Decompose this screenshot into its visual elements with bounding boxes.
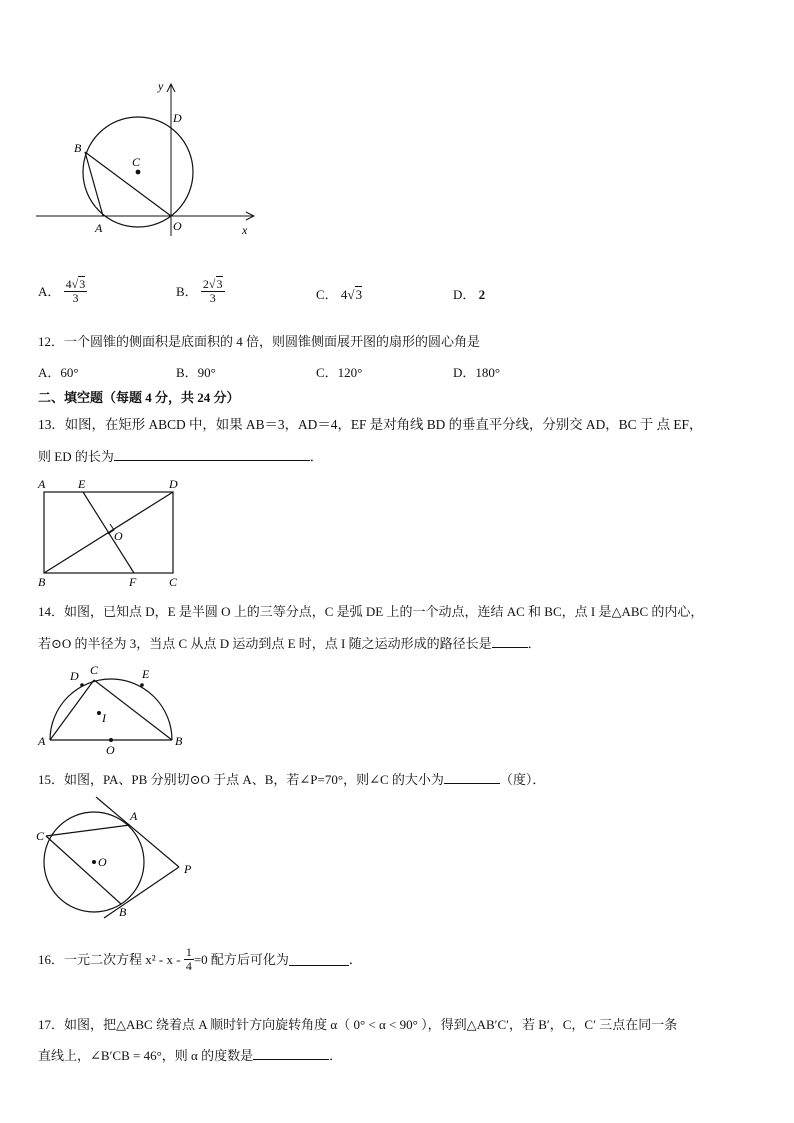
point-d — [80, 683, 84, 687]
segment-bo — [85, 152, 171, 216]
q13-stem-line1: 13．如图，在矩形 ABCD 中，如果 AB＝3，AD＝4，EF 是对角线 BD 的垂直平分线，分别交 AD，BC 于 点 EF， — [38, 417, 703, 432]
q17-stem-line1: 17．如图，把△ABC 绕着点 A 顺时针方向旋转角度 α（ 0° < α < 90° ），得到△AB′C′，若 B′，C，C′ 三点在同一条 — [38, 1017, 678, 1032]
label-a: A — [38, 477, 46, 491]
label-b: B — [119, 905, 127, 919]
q12-stem: 12．一个圆锥的侧面积是底面积的 4 倍，则圆锥侧面展开图的扇形的圆心角是 — [38, 334, 481, 349]
label-a: A — [38, 734, 46, 748]
coef: 4 — [340, 287, 348, 302]
radicand: 3 — [79, 277, 86, 291]
semicircle-o — [50, 679, 172, 740]
label-e: E — [142, 667, 150, 681]
q11-figure — [36, 78, 260, 238]
fraction — [201, 278, 225, 305]
segment-ac — [50, 680, 94, 740]
q12-option-a: A．60° — [38, 365, 79, 380]
q15-answer-blank[interactable] — [444, 772, 500, 784]
q17-suffix: ． — [329, 1048, 343, 1063]
label-c: C — [90, 663, 99, 677]
label-f: F — [129, 575, 137, 589]
sqrt-icon: √ — [71, 277, 79, 291]
option-letter: C． — [316, 287, 338, 302]
label-a: A — [130, 809, 138, 823]
q15-figure — [34, 792, 204, 922]
q12-option-b: B．90° — [176, 365, 216, 380]
q17-answer-blank[interactable] — [253, 1048, 329, 1060]
numerator-coef: 4 — [65, 277, 72, 291]
q14-stem-line2 — [38, 636, 541, 650]
label-o: O — [106, 743, 115, 756]
fraction-one-quarter — [184, 946, 194, 973]
q13-prefix: 则 ED 的长为 — [38, 449, 114, 464]
section-heading: 二、填空题（每题 4 分，共 24 分） — [38, 390, 240, 405]
option-value: 2 — [478, 287, 486, 302]
label-c: C — [169, 575, 178, 589]
label-d: D — [173, 111, 182, 125]
point-e — [140, 683, 144, 687]
q17-stem-continuation — [38, 1048, 342, 1062]
label-b: B — [74, 141, 82, 155]
sqrt-icon: √ — [208, 277, 216, 291]
label-e: E — [78, 477, 86, 491]
q13-answer-blank[interactable] — [114, 449, 310, 461]
q11-option-a — [38, 278, 87, 305]
point-i — [97, 711, 101, 715]
label-c: C — [132, 155, 141, 169]
tangent-pb — [104, 867, 179, 918]
label-b: B — [175, 734, 183, 748]
q16-prefix: 16．一元二次方程 x² - x - — [38, 952, 181, 968]
center-point-c — [136, 170, 141, 175]
chord-cb — [46, 836, 121, 904]
label-o: O — [114, 529, 123, 543]
segment-bc — [94, 680, 172, 740]
q15-prefix: 15．如图，PA、PB 分别切⊙O 于点 A、B，若∠P=70°，则∠C 的大小为 — [38, 772, 444, 787]
tangent-pa — [96, 797, 179, 867]
label-d: D — [70, 669, 79, 683]
segment-ba — [85, 152, 103, 216]
q14-answer-blank[interactable] — [492, 636, 528, 648]
q16-stem — [38, 946, 362, 973]
q16-suffix: =0 配方后可化为 — [193, 952, 289, 968]
label-x: x — [242, 223, 248, 237]
q11-option-d — [453, 288, 485, 301]
option-letter: D． — [453, 287, 476, 302]
radicand: 3 — [216, 277, 223, 291]
numerator: 1 — [185, 945, 192, 959]
denominator: 4 — [185, 959, 192, 974]
segment-ef — [83, 492, 134, 573]
denominator: 3 — [72, 291, 79, 306]
label-o: O — [98, 855, 107, 869]
q14-stem-line1: 14．如图，已知点 D，E 是半圆 O 上的三等分点，C 是弧 DE 上的一个动点，连结 AC 和 BC，点 I 是△ABC 的内心， — [38, 604, 704, 619]
label-c: C — [36, 829, 45, 843]
q17-prefix: 直线上，∠B′CB = 46°，则 α 的度数是 — [38, 1048, 254, 1063]
q11-option-b — [176, 278, 225, 305]
q13-stem-line2 — [38, 449, 323, 463]
q13-suffix: ． — [309, 449, 323, 464]
q16-answer-blank[interactable] — [289, 954, 349, 966]
label-i: I — [102, 711, 106, 725]
sqrt-icon: √ — [347, 287, 355, 302]
q16-end: ． — [348, 952, 362, 968]
q14-text: 若⊙O 的半径为 3，当点 C 从点 D 运动到点 E 时，点 I 随之运动形成的路径长是 — [38, 636, 492, 651]
label-y: y — [158, 79, 164, 93]
fraction — [64, 278, 88, 305]
option-letter: A． — [38, 284, 61, 300]
label-a: A — [95, 221, 103, 235]
q13-figure — [36, 476, 196, 591]
label-p: P — [184, 862, 192, 876]
radicand: 3 — [355, 287, 363, 302]
option-letter: B． — [176, 284, 198, 300]
q14-suffix: ． — [527, 636, 541, 651]
label-o: O — [173, 219, 182, 233]
q15-stem — [38, 772, 545, 786]
center-point-o — [92, 860, 96, 864]
label-b: B — [38, 575, 46, 589]
q12-option-c: C．120° — [316, 365, 363, 380]
q12-option-d: D．180° — [453, 365, 501, 380]
numerator-coef: 2 — [202, 277, 209, 291]
q14-figure — [36, 660, 196, 756]
denominator: 3 — [209, 291, 216, 306]
point-o — [109, 738, 113, 742]
q11-option-c — [316, 288, 362, 301]
label-d: D — [169, 477, 178, 491]
q15-suffix: （度）． — [499, 772, 546, 787]
